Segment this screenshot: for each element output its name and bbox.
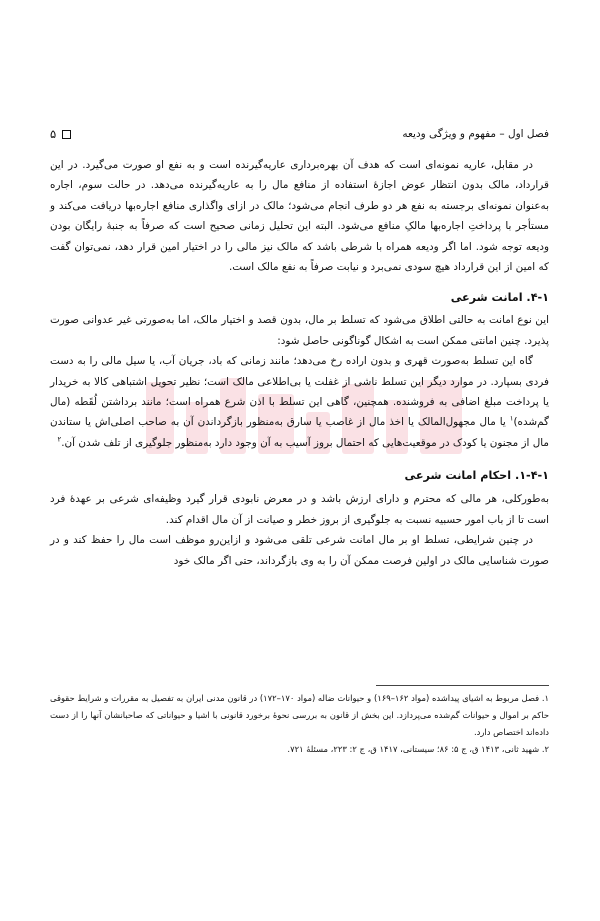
paragraph: در مقابل، عاریه نمونه‌ای است که هدف آن بهره‌برداری عاریه‌گیرنده است و به نفع او صورت می‌گیرد. در این قرارداد، مالک بدون انتظار عوض اجازهٔ استفاده از منافع مال را به عاریه‌گیرنده می‌دهد. در حالت سوم، اجاره به‌عنوان نمونه‌ای برجسته به نفع هر دو طرف انجام می‌شود؛ مالک در ازای واگذاری منافع اجاره‌بها دریافت می‌کند و مستأجر با پرداختِ اجاره‌بها مالکِ منافع می‌شود. البته این تحلیل زمانی صحیح است که صرفاً به جنبهٔ رایگان بودن ودیعه توجه شود. اما اگر ودیعه همراه با شرطی باشد که مالک نیز مالی را در اختیار امین قرار دهد، نمی‌توان گفت که امین از این قرارداد هیچ سودی نمی‌برد و نیابت صرفاً به نفع مالک است. <box>50 159 549 274</box>
footnote-reference[interactable]: ۱ <box>509 415 514 423</box>
header-page-marker <box>50 127 71 141</box>
page-header <box>50 124 549 144</box>
paragraph: این نوع امانت به حالتی اطلاق می‌شود که تسلط بر مال، بدون قصد و اختیار مالک، اما به‌صورتی غیر عدوانی صورت پذیرد. چنین امانتی ممکن است به اشکال گوناگونی حاصل شود: <box>50 314 549 347</box>
main-content <box>50 155 549 571</box>
footnote: ۲. شهید ثانی، ۱۴۱۳ ق، ج ۵: ۸۶؛ سیستانی، ۱۴۱۷ ق، ج ۲: ۲۲۳، مسئلهٔ ۷۲۱. <box>287 744 549 754</box>
square-ornament-icon <box>62 130 71 139</box>
paragraph-text: گاه این تسلط به‌صورت قهری و بدون اراده رخ می‌دهد؛ مانند زمانی که باد، جریان آب، یا سیل مالی را به دست فردی بسپارد. در موارد دیگر این تسلط ناشی از غفلت یا بی‌اطلاعی مالک است؛ نظیر تحویل اشتباهی کالا به خریدار یا پرداخت مبلغ اضافی به فروشنده. همچنین، گاهی این تسلط با اذن شرع همراه است؛ مانند برداشتن لُقَطه (مال گم‌شده) <box>50 355 549 429</box>
footnote: ۱. فصل مربوط به اشیای پیداشده (مواد ۱۶۲–۱۶۹) و حیوانات ضاله (مواد ۱۷۰–۱۷۲) در قانون مدنی ایران به تفصیل به مقررات و شرایط حقوقی حاکم بر اموال و حیوانات گم‌شده می‌پردازد. این بخش از قانون به بررسی نحوهٔ برخورد قانونی با اشیا و حیواناتی که صاحبانشان آنها را از دست داده‌اند اختصاص دارد. <box>50 693 550 737</box>
footnotes <box>50 690 549 758</box>
footnote-reference[interactable]: ۲ <box>57 435 62 444</box>
subsection-heading: ۱-۴-۱. احکام امانت شرعی <box>404 469 549 483</box>
paragraph-text: یا مال مجهول‌المالک یا اخذ مال از غاصب یا سارق به‌منظور بازگرداندن آن به صاحب اصلی‌اش یا ستاندن مال از مجنون یا کودک در موقعیت‌هایی که احتمال بروز آسیب به آن وجود دارد به‌منظور جلوگیری از تلف شدن آن. <box>50 416 549 449</box>
paragraph: در چنین شرایطی، تسلط او بر مال امانت شرعی تلقی می‌شود و ازاین‌رو موظف است مال را حفظ کند و در صورت شناسایی مالک در اولین فرصت ممکن آن را به وی بازگرداند، حتی اگر مالک خود <box>50 534 549 567</box>
section-heading: ۴-۱. امانت شرعی <box>450 291 549 305</box>
footnote-divider <box>376 685 549 686</box>
paragraph: به‌طورکلی، هر مالی که محترم و دارای ارزش باشد و در معرض نابودی قرار گیرد وظیفه‌ای شرعی بر عهدهٔ فرد است تا از باب امور حسبیه نسبت به جلوگیری از بروز خطر و صیانت از آن مال اقدام کند. <box>50 493 549 526</box>
paragraph-with-references <box>50 351 549 453</box>
running-title: فصل اول – مفهوم و ویژگی ودیعه <box>402 128 549 140</box>
page-number: ۵ <box>50 127 57 141</box>
